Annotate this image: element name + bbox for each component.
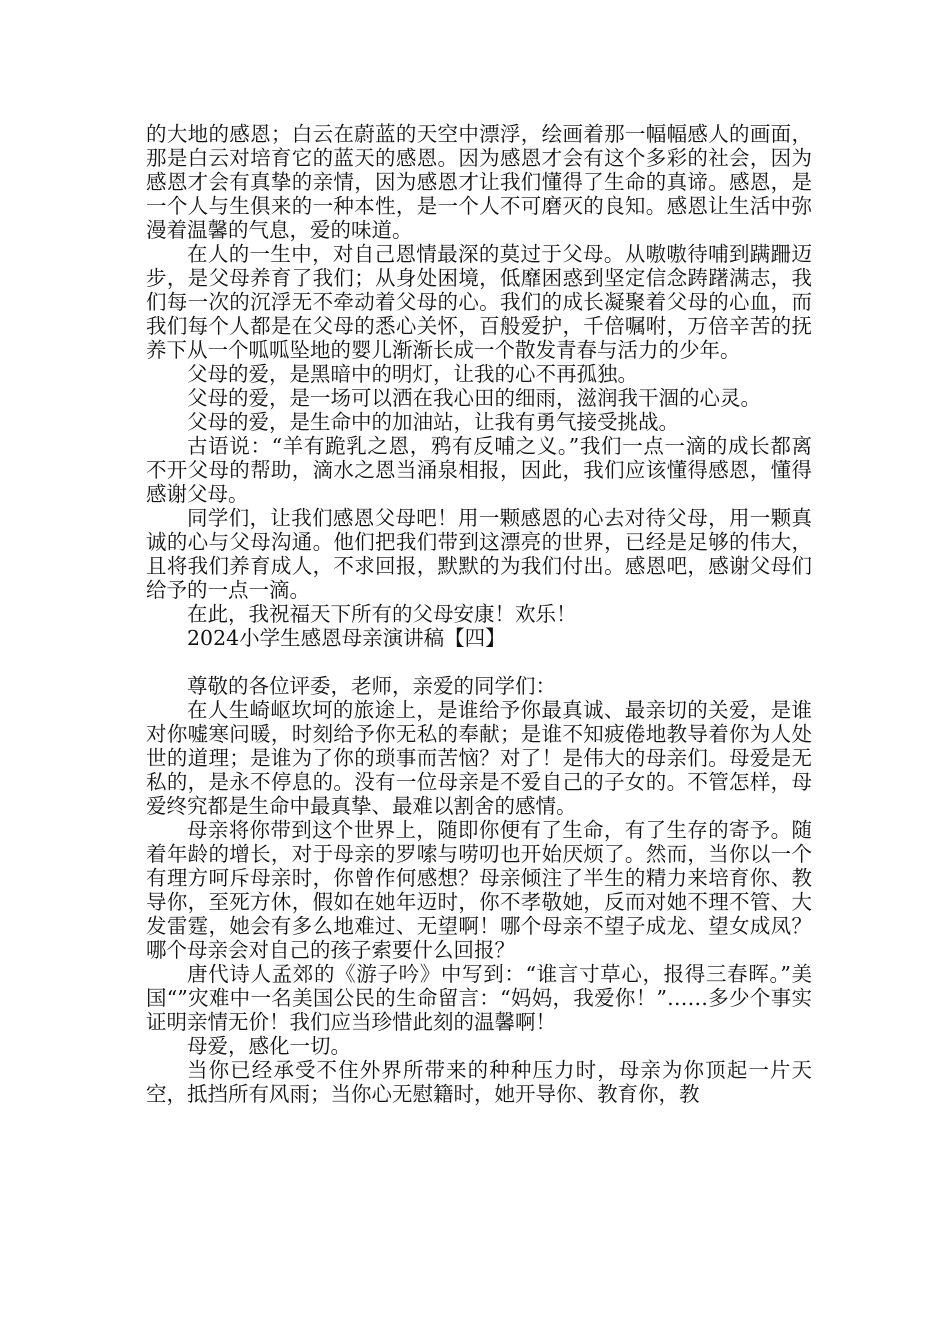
paragraph-9: 在人生崎岖坎坷的旅途上，是谁给予你最真诚、最亲切的关爱，是谁对你嘘寒问暖，时刻给予你无私的奉献；是谁不知疲倦地教导着你为人处世的道理；是谁为了你的琐事而苦恼？对了！是伟大的母亲们。母爱是无私的，是永不停息的。没有一位母亲是不爱自己的子女的。不管怎样，母爱终究都是生命中最真挚、最难以割舍的感情。	[146, 698, 812, 818]
paragraph-3: 父母的爱，是黑暗中的明灯，让我的心不再孤独。	[187, 362, 638, 386]
paragraph-5: 父母的爱，是生命中的加油站，让我有勇气接受挑战。	[187, 410, 679, 434]
section-heading: 2024小学生感恩母亲演讲稿【四】	[187, 626, 506, 650]
document-page	[146, 122, 812, 1106]
paragraph-1: 的大地的感恩；白云在蔚蓝的天空中漂浮，绘画着那一幅幅感人的画面，那是白云对培育它的蓝天的感恩。因为感恩才会有这个多彩的社会，因为感恩才会有真挚的亲情，因为感恩才让我们懂得了生命的真谛。感恩，是一个人与生俱来的一种本性，是一个人不可磨灭的良知。感恩让生活中弥漫着温馨的气息，爱的味道。	[146, 122, 812, 242]
blank-line	[146, 650, 812, 674]
paragraph-2: 在人的一生中，对自己恩情最深的莫过于父母。从嗷嗷待哺到蹒跚迈步，是父母养育了我们；从身处困境，低靡困惑到坚定信念踌躇满志，我们每一次的沉浮无不牵动着父母的心。我们的成长凝聚着父母的心血，而我们每个人都是在父母的悉心关怀，百般爱护，千倍嘱咐，万倍辛苦的抚养下从一个呱呱坠地的婴儿渐渐长成一个散发青春与活力的少年。	[146, 242, 812, 362]
paragraph-4: 父母的爱，是一场可以洒在我心田的细雨，滋润我干涸的心灵。	[187, 386, 761, 410]
salutation: 尊敬的各位评委，老师，亲爱的同学们：	[187, 674, 556, 698]
paragraph-7: 同学们，让我们感恩父母吧！用一颗感恩的心去对待父母，用一颗真诚的心与父母沟通。他们把我们带到这漂亮的世界，已经是足够的伟大，且将我们养育成人，不求回报，默默的为我们付出。感恩吧，感谢父母们给予的一点一滴。	[146, 506, 812, 602]
paragraph-8: 在此，我祝福天下所有的父母安康！欢乐！	[187, 602, 577, 626]
paragraph-13: 当你已经承受不住外界所带来的种种压力时，母亲为你顶起一片天空，抵挡所有风雨；当你心无慰籍时，她开导你、教育你，教	[146, 1058, 812, 1106]
paragraph-10: 母亲将你带到这个世界上，随即你便有了生命，有了生存的寄予。随着年龄的增长，对于母亲的罗嗦与唠叨也开始厌烦了。然而，当你以一个有理方呵斥母亲时，你曾作何感想？母亲倾注了半生的精力来培育你、教导你，至死方休，假如在她年迈时，你不孝敬她，反而对她不理不管、大发雷霆，她会有多么地难过、无望啊！哪个母亲不望子成龙、望女成凤？哪个母亲会对自己的孩子索要什么回报？	[146, 818, 812, 962]
paragraph-12: 母爱，感化一切。	[187, 1034, 351, 1058]
paragraph-11: 唐代诗人孟郊的《游子吟》中写到：“谁言寸草心，报得三春晖。”美国“”灾难中一名美国公民的生命留言：“妈妈，我爱你！”……多少个事实证明亲情无价！我们应当珍惜此刻的温馨啊！	[146, 962, 812, 1034]
paragraph-6: 古语说：“羊有跪乳之恩，鸦有反哺之义。”我们一点一滴的成长都离不开父母的帮助，滴水之恩当涌泉相报，因此，我们应该懂得感恩，懂得感谢父母。	[146, 434, 812, 506]
